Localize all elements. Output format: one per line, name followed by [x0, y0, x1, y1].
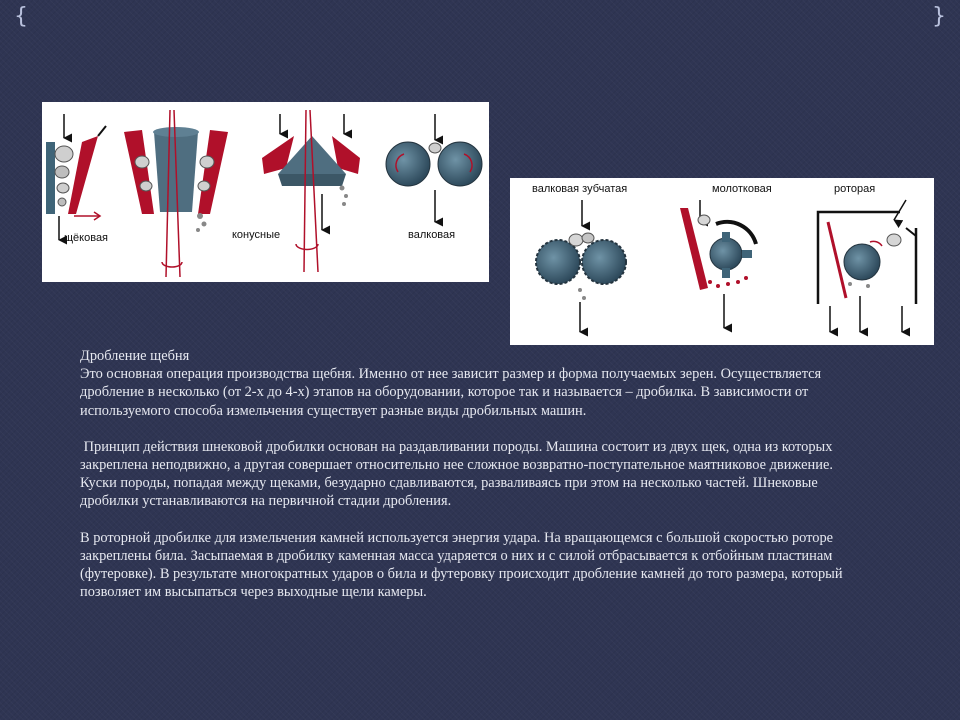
label-jaw: щёковая — [64, 232, 109, 244]
cone-crusher-diagram-1 — [124, 110, 228, 277]
crusher-diagram-2 — [510, 178, 934, 345]
rotor-crusher-diagram — [818, 200, 916, 332]
left-brace-decoration: { — [14, 4, 28, 29]
paragraph-jaw-crusher: Принцип действия шнековой дробилки основан на раздавливании породы. Машина состоит из двух щек, одна из которых закреплена неподвижно, а другая совершает относительно нее сложное возвратно-поступательное маятниковое движение. Куски породы, попадая между щеками, безударно сдавливаются, разваливаясь при этом на несколько частей. Шнековые дробилки устанавливаются на первичной стадии дробления. — [80, 438, 837, 510]
right-brace-decoration: } — [932, 4, 946, 29]
label-cone: конусные — [232, 229, 281, 241]
crusher-types-figure-1 — [42, 102, 489, 282]
cone-crusher-diagram-2 — [232, 110, 360, 272]
crusher-types-figure-2 — [510, 178, 934, 345]
roll-crusher-diagram — [386, 114, 482, 241]
label-roll: валковая — [408, 229, 456, 241]
slide-title: Дробление щебня — [80, 348, 190, 364]
hammer-crusher-diagram — [680, 200, 756, 328]
toothed-roll-crusher-diagram — [536, 200, 626, 332]
label-hammer: молотковая — [712, 183, 772, 195]
label-toothed-roll: валковая зубчатая — [532, 183, 628, 195]
paragraph-intro: Это основная операция производства щебня. Именно от нее зависит размер и форма получаемых зерен. Осуществляется дробление в несколько (от 2-х до 4-х) этапов на оборудовании, которое так и называется – дробилка. В зависимости от используемого способа измельчения существует разные виды дробильных машин. — [80, 366, 822, 419]
paragraph-rotor-crusher: В роторной дробилке для измельчения камней используется энергия удара. На вращающемся с большой скоростью роторе закреплены била. Засыпаемая в дробилку каменная масса ударяется о них и с силой отбрасывается к отбойным пластинам (футеровке). В результате многократных ударов о била и футеровку происходит дробление камней до того размера, который позволяет им высыпаться через выходные щели камеры. — [80, 529, 843, 601]
label-rotor: роторая — [834, 183, 876, 195]
crusher-diagram-1 — [42, 102, 489, 282]
jaw-crusher-diagram — [46, 114, 108, 244]
slide-body-text — [80, 347, 870, 601]
